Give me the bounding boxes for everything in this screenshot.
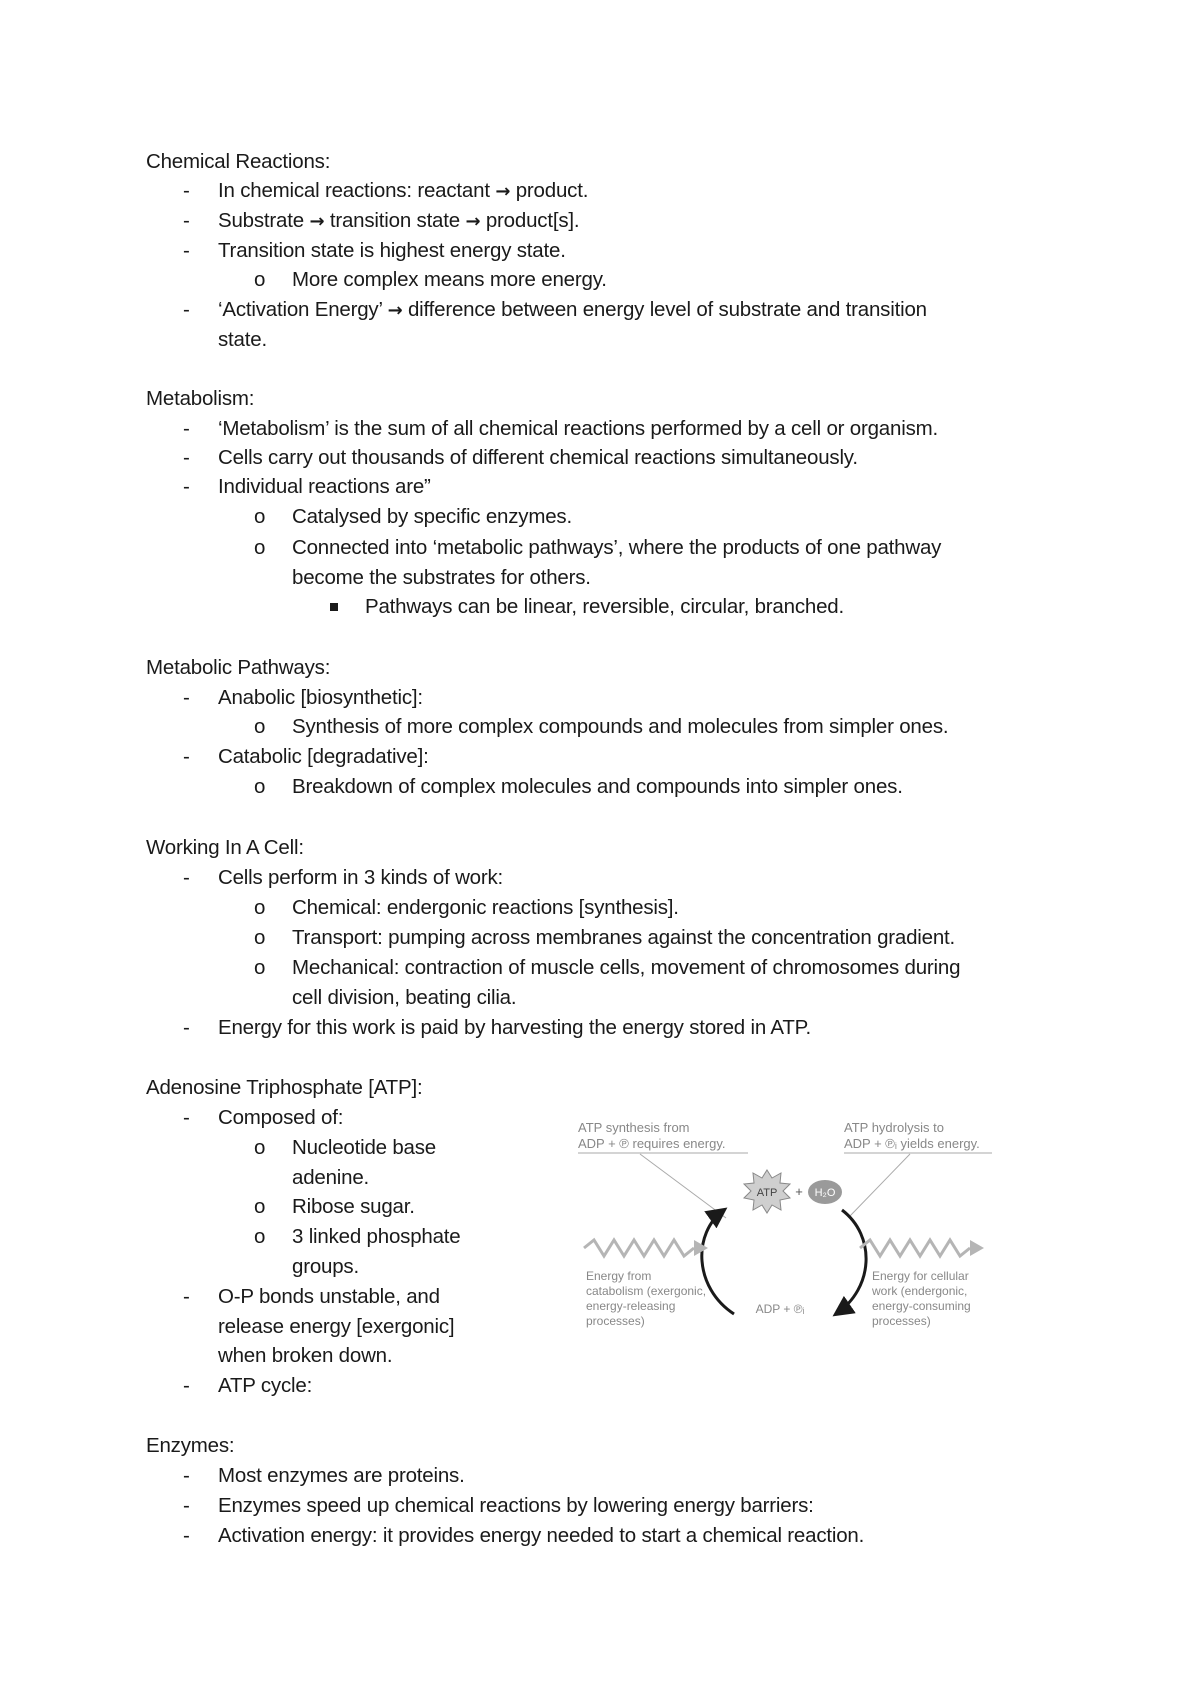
item-text: Transition state is highest energy state.: [218, 239, 566, 262]
item-text: Transport: pumping across membranes against the concentration gradient.: [292, 926, 956, 949]
heading-chemical-reactions: Chemical Reactions:: [146, 150, 331, 173]
arrow-icon: →: [465, 211, 481, 232]
item-text: Most enzymes are proteins.: [218, 1464, 465, 1487]
plus-sign: +: [795, 1184, 803, 1199]
synthesis-pointer-line: [640, 1154, 726, 1218]
dash-bullet: -: [183, 1494, 190, 1517]
dash-bullet: -: [183, 475, 190, 498]
item-text: 3 linked phosphate: [292, 1225, 461, 1248]
item-text: O-P bonds unstable, and: [218, 1285, 440, 1308]
dash-bullet: -: [183, 239, 190, 262]
catabolism-label-line4: processes): [586, 1314, 645, 1328]
arrow-icon: →: [309, 211, 325, 232]
circle-bullet: o: [254, 505, 266, 528]
circle-bullet: o: [254, 268, 266, 291]
dash-bullet: -: [183, 1524, 190, 1547]
item-text: Cells carry out thousands of different chemical reactions simultaneously.: [218, 446, 858, 469]
arrow-icon: →: [387, 300, 403, 321]
catabolism-label-line1: Energy from: [586, 1269, 652, 1283]
dash-bullet: -: [183, 446, 190, 469]
item-text: Nucleotide base: [292, 1136, 437, 1159]
dash-bullet: -: [183, 1374, 190, 1397]
cellular-work-label-line1: Energy for cellular: [872, 1269, 969, 1283]
adp-label: ADP + ℗ᵢ: [755, 1302, 805, 1316]
circle-bullet: o: [254, 1136, 266, 1159]
item-text: More complex means more energy.: [292, 268, 607, 291]
dash-bullet: -: [183, 1285, 190, 1308]
item-text: Individual reactions are”: [218, 475, 431, 498]
heading-working-in-a-cell: Working In A Cell:: [146, 836, 304, 859]
energy-out-zigzag: [860, 1240, 970, 1256]
circle-bullet: o: [254, 536, 266, 559]
circle-bullet: o: [254, 775, 266, 798]
dash-bullet: -: [183, 1016, 190, 1039]
dash-bullet: -: [183, 298, 190, 321]
synthesis-label-line1: ATP synthesis from: [578, 1120, 690, 1135]
circle-bullet: o: [254, 1225, 266, 1248]
item-text: product.: [510, 179, 589, 202]
square-bullet-icon: [330, 603, 338, 611]
heading-atp: Adenosine Triphosphate [ATP]:: [146, 1076, 423, 1099]
water-label: H₂O: [814, 1187, 836, 1199]
atp-label: ATP: [756, 1187, 778, 1199]
heading-metabolic-pathways: Metabolic Pathways:: [146, 656, 331, 679]
item-continuation: adenine.: [292, 1166, 370, 1189]
dash-bullet: -: [183, 1106, 190, 1129]
atp-cycle-diagram: [574, 1118, 996, 1338]
item-text: Mechanical: contraction of muscle cells, movement of chromosomes during: [292, 956, 961, 979]
heading-metabolism: Metabolism:: [146, 387, 255, 410]
item-text: Pathways can be linear, reversible, circular, branched.: [365, 595, 844, 618]
item-text: Enzymes speed up chemical reactions by lowering energy barriers:: [218, 1494, 814, 1517]
dash-bullet: -: [183, 866, 190, 889]
item-text: Substrate: [218, 209, 310, 232]
circle-bullet: o: [254, 926, 266, 949]
item-continuation: state.: [218, 328, 267, 351]
dash-bullet: -: [183, 745, 190, 768]
item-text: Connected into ‘metabolic pathways’, where the products of one pathway: [292, 536, 942, 559]
item-text: Breakdown of complex molecules and compounds into simpler ones.: [292, 775, 903, 798]
heading-enzymes: Enzymes:: [146, 1434, 235, 1457]
dash-bullet: -: [183, 179, 190, 202]
circle-bullet: o: [254, 956, 266, 979]
hydrolysis-label-line2: ADP + ℗ᵢ yields energy.: [844, 1136, 980, 1151]
item-continuation: groups.: [292, 1255, 359, 1278]
catabolism-label-line3: energy-releasing: [586, 1299, 676, 1313]
hydrolysis-pointer-line: [850, 1154, 910, 1216]
item-text: product[s].: [480, 209, 580, 232]
item-continuation: become the substrates for others.: [292, 566, 591, 589]
item-text: Anabolic [biosynthetic]:: [218, 686, 423, 709]
catabolism-label-line2: catabolism (exergonic,: [586, 1284, 707, 1298]
item-continuation: when broken down.: [218, 1344, 393, 1367]
dash-bullet: -: [183, 209, 190, 232]
circle-bullet: o: [254, 896, 266, 919]
hydrolysis-label-line1: ATP hydrolysis to: [844, 1120, 944, 1135]
synthesis-label-line2: ADP + ℗ requires energy.: [578, 1136, 726, 1151]
item-text: ATP cycle:: [218, 1374, 313, 1397]
cellular-work-label-line4: processes): [872, 1314, 931, 1328]
item-text: ‘Metabolism’ is the sum of all chemical reactions performed by a cell or organism.: [218, 417, 938, 440]
item-text: In chemical reactions: reactant: [218, 179, 496, 202]
energy-in-zigzag: [584, 1240, 694, 1256]
item-text: Synthesis of more complex compounds and molecules from simpler ones.: [292, 715, 949, 738]
item-continuation: release energy [exergonic]: [218, 1315, 455, 1338]
item-text: Catabolic [degradative]:: [218, 745, 429, 768]
cellular-work-label-line2: work (endergonic,: [872, 1284, 968, 1298]
item-text: ‘Activation Energy’: [218, 298, 388, 321]
item-text: Composed of:: [218, 1106, 344, 1129]
item-text: transition state: [324, 209, 466, 232]
item-text: Catalysed by specific enzymes.: [292, 505, 572, 528]
synthesis-cycle-arrow: [702, 1210, 734, 1314]
circle-bullet: o: [254, 1195, 266, 1218]
hydrolysis-cycle-arrow: [836, 1210, 866, 1314]
dash-bullet: -: [183, 1464, 190, 1487]
cellular-work-label-line3: energy-consuming: [872, 1299, 971, 1313]
item-text: Ribose sugar.: [292, 1195, 415, 1218]
dash-bullet: -: [183, 417, 190, 440]
arrow-icon: →: [495, 181, 511, 202]
item-text: Chemical: endergonic reactions [synthesis].: [292, 896, 679, 919]
item-text: Activation energy: it provides energy needed to start a chemical reaction.: [218, 1524, 865, 1547]
item-text: Energy for this work is paid by harvesting the energy stored in ATP.: [218, 1016, 811, 1039]
circle-bullet: o: [254, 715, 266, 738]
energy-out-arrowhead-icon: [970, 1240, 984, 1256]
dash-bullet: -: [183, 686, 190, 709]
item-text: Cells perform in 3 kinds of work:: [218, 866, 504, 889]
item-continuation: cell division, beating cilia.: [292, 986, 517, 1009]
item-text: difference between energy level of substrate and transition: [402, 298, 927, 321]
